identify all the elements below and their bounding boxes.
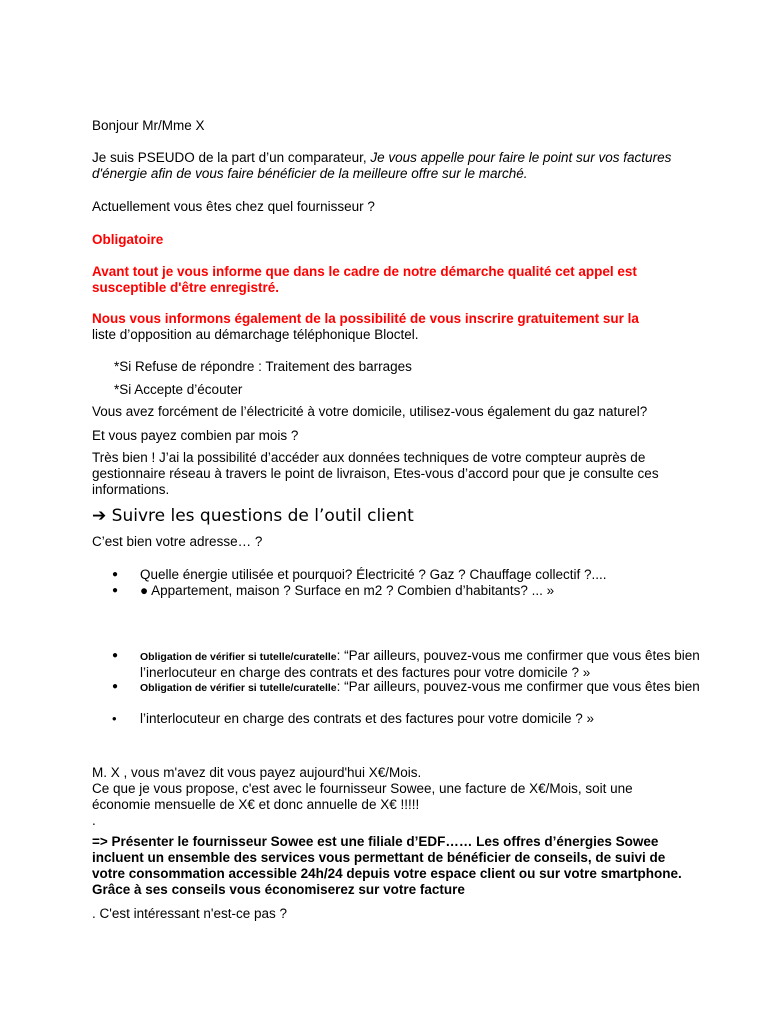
bloctel-paragraph <box>92 311 692 343</box>
bullet-icon: ● <box>112 569 119 580</box>
list-item-text: Quelle énergie utilisée et pourquoi? Électricité ? Gaz ? Chauffage collectif ?.... <box>140 567 607 582</box>
offer-line-2: Ce que je vous propose, c'est avec le fournisseur Sowee, une facture de X€/Mois, soit une économie mensuelle de X€ et donc annuelle de X€ !!!!! <box>92 781 633 812</box>
bullet-icon: ● <box>112 650 119 661</box>
recording-notice: Avant tout je vous informe que dans le cadre de notre démarche qualité cet appel est susceptible d'être enregistré. <box>92 264 637 295</box>
sowee-presentation: => Présenter le fournisseur Sowee est une filiale d’EDF…… Les offres d’énergies Sowee incluent un ensemble des services vous permettant de bénéficier de conseils, de suivi de votre consommation accessible 24h/24 depuis votre espace client ou sur votre smartphone. Grâce à ses conseils vous économiserez sur votre facture <box>92 834 682 897</box>
obligation-label: Obligation de vérifier si tutelle/curatelle <box>140 651 337 663</box>
section-heading <box>92 506 692 526</box>
bullet-icon: • <box>112 711 117 726</box>
obligation-label: Obligation de vérifier si tutelle/curatelle <box>140 682 337 694</box>
offer-paragraph <box>92 765 692 829</box>
bullet-icon: ● <box>112 681 119 692</box>
bloctel-red: Nous vous informons également de la possibilité de vous inscrire gratuitement sur la <box>92 311 639 326</box>
meter-paragraph: Très bien ! J’ai la possibilité d’accéder aux données techniques de votre compteur auprès de gestionnaire réseau à travers le point de livraison, Etes-vous d’accord pour que je consulte ces informations. <box>92 450 659 497</box>
arrow-icon: ➔ <box>92 506 107 526</box>
question-supplier: Actuellement vous êtes chez quel fournisseur ? <box>92 199 375 214</box>
list-item-text: : “Par ailleurs, pouvez-vous me confirmer que vous êtes bien <box>336 679 700 694</box>
list-item-text: ● Appartement, maison ? Surface en m2 ? Combien d’habitants? ... » <box>140 583 555 598</box>
offer-dot: . <box>92 813 96 828</box>
section-heading-text: Suivre les questions de l’outil client <box>111 506 414 526</box>
question-gas: Vous avez forcément de l’électricité à votre domicile, utilisez-vous également du gaz naturel? <box>92 404 648 419</box>
question-address: C’est bien votre adresse… ? <box>92 534 263 549</box>
bullet-icon: ● <box>112 585 119 596</box>
offer-line-1: M. X , vous m'avez dit vous payez aujourd'hui X€/Mois. <box>92 765 422 780</box>
list-item-text: : “Par ailleurs, pouvez-vous me confirmer que vous êtes bien l’inerlocuteur en charge des contrats et des factures pour votre domicile ? » <box>140 648 700 680</box>
intro-paragraph <box>92 150 692 182</box>
intro-italic: Je vous appelle pour faire le point sur vos factures d'énergie afin de vous faire bénéficier de la meilleure offre sur le marché. <box>92 150 672 181</box>
bloctel-black: liste d’opposition au démarchage téléphonique Bloctel. <box>92 327 419 342</box>
accept-option: *Si Accepte d’écouter <box>114 382 243 397</box>
intro-plain: Je suis PSEUDO de la part d’un comparateur, <box>92 150 367 165</box>
list-item-text: l’interlocuteur en charge des contrats et des factures pour votre domicile ? » <box>140 711 594 726</box>
greeting: Bonjour Mr/Mme X <box>92 118 205 133</box>
question-pay: Et vous payez combien par mois ? <box>92 428 299 443</box>
refuse-option: *Si Refuse de répondre : Traitement des barrages <box>114 359 412 374</box>
closing-question: . C'est intéressant n'est-ce pas ? <box>92 906 287 921</box>
mandatory-label: Obligatoire <box>92 232 164 247</box>
